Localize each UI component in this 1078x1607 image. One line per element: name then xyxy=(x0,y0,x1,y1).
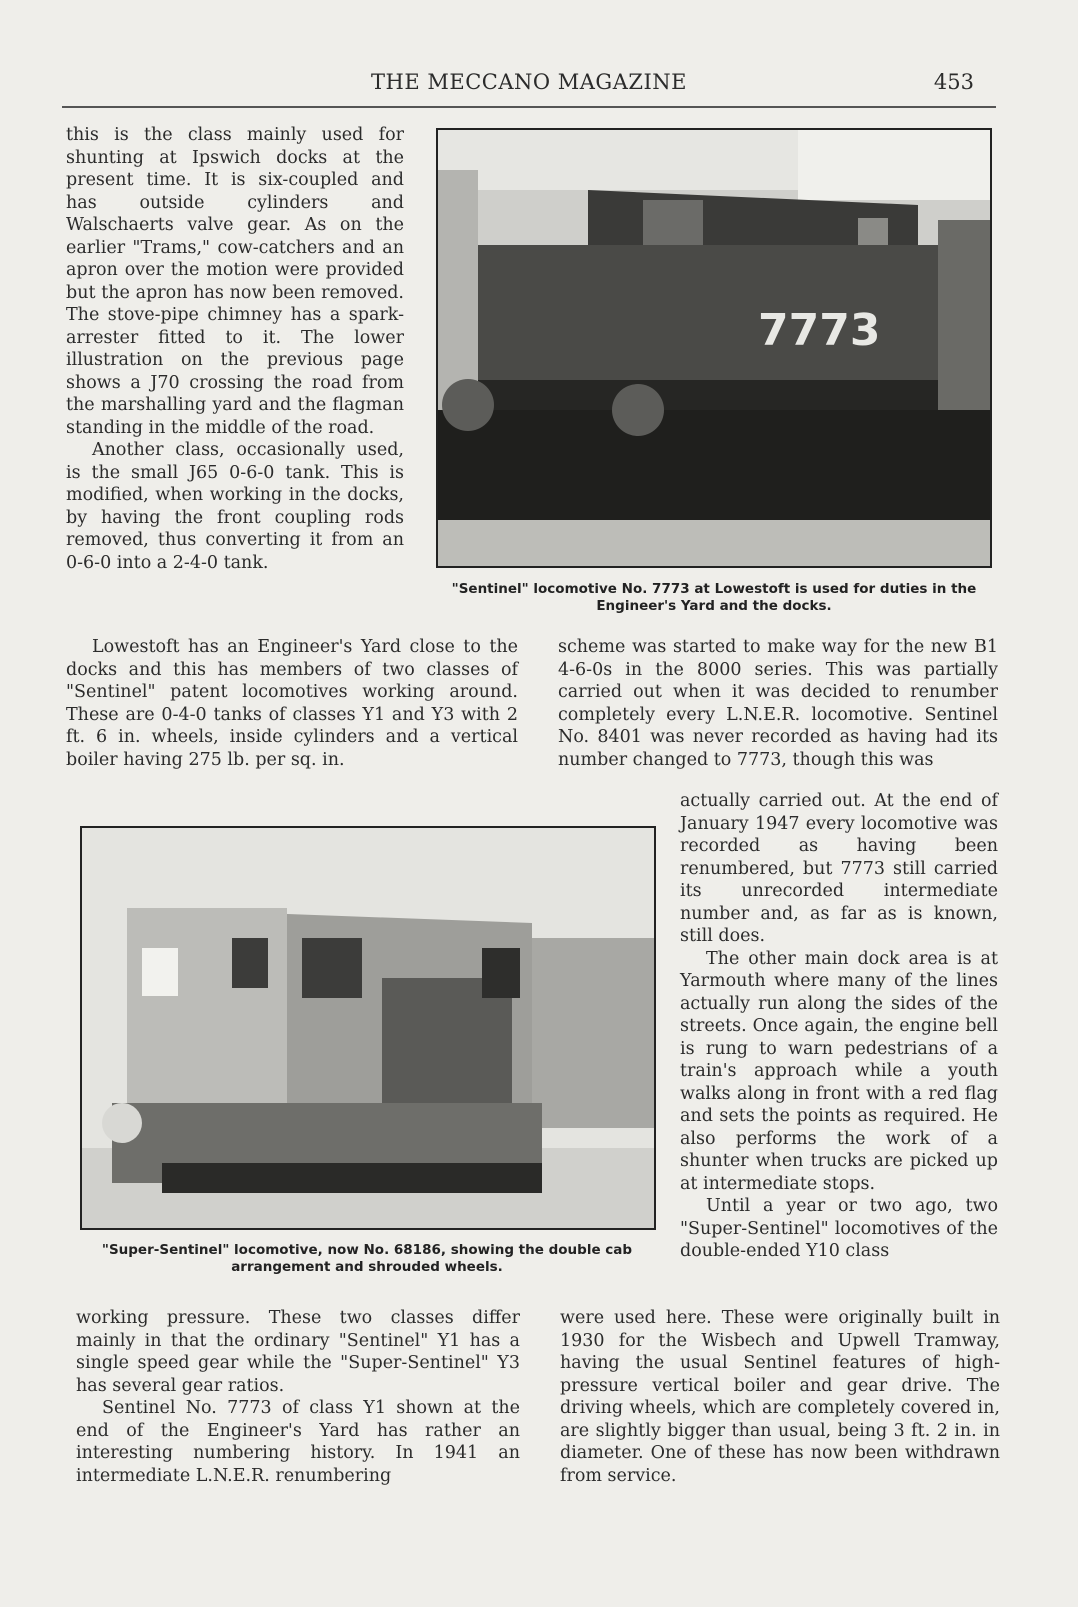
paragraph: Another class, occasionally used, is the small J65 0-6-0 tank. This is modified, when working in the docks, by having the front coupling rods removed, thus converting it from an 0-6-0 into a 2-4-0 tank. xyxy=(66,440,404,573)
paragraph: working pressure. These two classes differ mainly in that the ordinary "Sentinel" Y1 has a single speed gear while the "Super-Sentinel" Y3 has several gear ratios. xyxy=(76,1308,520,1396)
left-column-top xyxy=(66,124,404,574)
locomotive-photo-graphic xyxy=(82,828,654,1228)
left-column-bottom xyxy=(76,1307,520,1487)
photo-super-sentinel xyxy=(80,826,656,1230)
left-column-middle xyxy=(66,636,518,771)
right-column-middle xyxy=(558,636,998,771)
magazine-title: THE MECCANO MAGAZINE xyxy=(371,70,687,94)
page-number: 453 xyxy=(933,70,974,94)
photo-top-caption: "Sentinel" locomotive No. 7773 at Lowestoft is used for duties in the Engineer's Yard and the docks. xyxy=(451,581,977,614)
right-column-side xyxy=(680,790,998,1263)
photo-bottom-caption: "Super-Sentinel" locomotive, now No. 68186, showing the double cab arrangement and shrouded wheels. xyxy=(101,1242,633,1275)
paragraph: scheme was started to make way for the new B1 4-6-0s in the 8000 series. This was partially carried out when it was decided to renumber completely every L.N.E.R. locomotive. Sentinel No. 8401 was never recorded as having had its number changed to 7773, though this was xyxy=(558,637,998,770)
paragraph: were used here. These were originally built in 1930 for the Wisbech and Upwell Tramway, having the usual Sentinel features of high-pressure vertical boiler and gear drive. The driving wheels, which are completely covered in, are slightly bigger than usual, being 3 ft. 2 in. in diameter. One of these has now been withdrawn from service. xyxy=(560,1308,1000,1486)
paragraph: Sentinel No. 7773 of class Y1 shown at the end of the Engineer's Yard has rather an interesting numbering history. In 1941 an intermediate L.N.E.R. renumbering xyxy=(76,1398,520,1486)
paragraph: actually carried out. At the end of January 1947 every locomotive was recorded as having been renumbered, but 7773 still carried its unrecorded intermediate number and, as far as is known, still does. xyxy=(680,791,998,946)
right-column-bottom xyxy=(560,1307,1000,1487)
paragraph: Lowestoft has an Engineer's Yard close to the docks and this has members of two classes of "Sentinel" patent locomotives working around. These are 0-4-0 tanks of classes Y1 and Y3 with 2 ft. 6 in. wheels, inside cylinders and a vertical boiler having 275 lb. per sq. in. xyxy=(66,637,518,770)
paragraph: this is the class mainly used for shunting at Ipswich docks at the present time. It is six-coupled and has outside cylinders and Walschaerts valve gear. As on the earlier "Trams," cow-catchers and an apron over the motion were provided but the apron has now been removed. The stove-pipe chimney has a spark-arrester fitted to it. The lower illustration on the previous page shows a J70 crossing the road from the marshalling yard and the flagman standing in the middle of the road. xyxy=(66,125,404,438)
photo-sentinel-7773 xyxy=(436,128,992,568)
locomotive-photo-graphic xyxy=(438,130,990,566)
loco-number-label: 7773 xyxy=(758,305,881,356)
paragraph: The other main dock area is at Yarmouth where many of the lines actually run along the sides of the streets. Once again, the engine bell is rung to warn pedestrians of a train's approach while a youth walks along in front with a red flag and sets the points as required. He also performs the work of a shunter when trucks are picked up at intermediate stops. xyxy=(680,948,998,1194)
page-header xyxy=(62,68,996,108)
paragraph: Until a year or two ago, two "Super-Sentinel" locomotives of the double-ended Y10 class xyxy=(680,1196,998,1261)
